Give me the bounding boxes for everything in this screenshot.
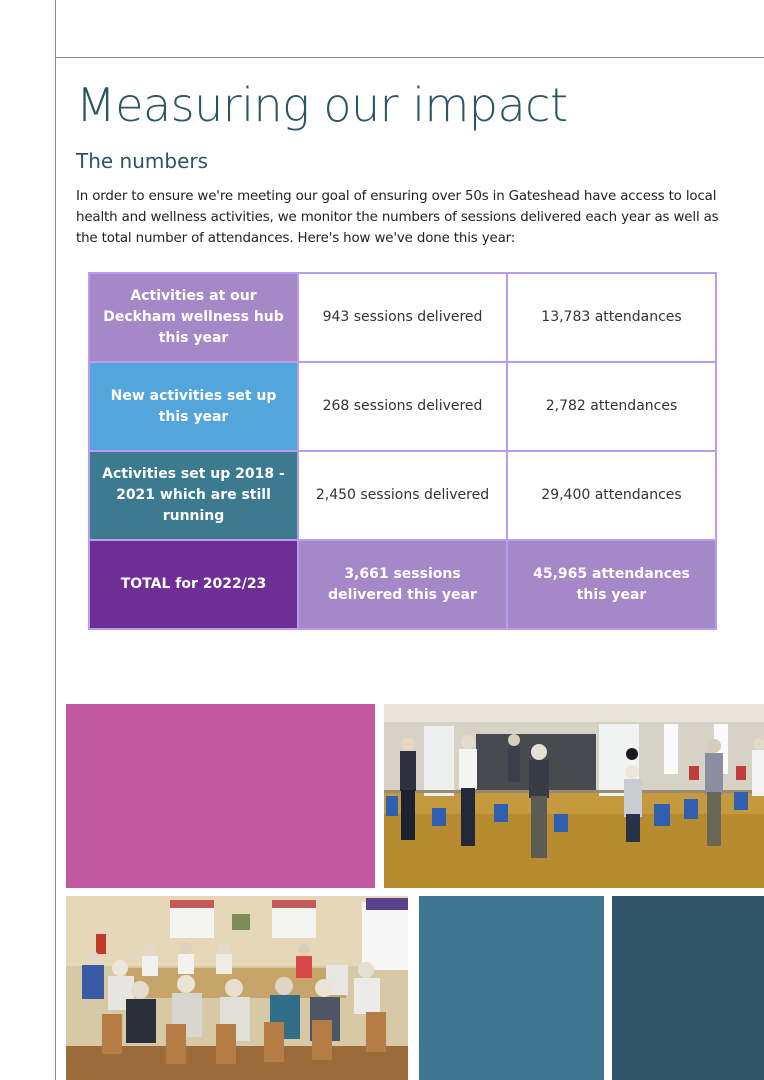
- impact-table: [88, 272, 717, 630]
- row-label-new: New activities set up this year: [89, 362, 298, 451]
- total-sessions-cell: 3,661 sessions delivered this year: [298, 540, 507, 629]
- teal-color-block: [419, 896, 604, 1080]
- table-row-total: [89, 540, 716, 629]
- total-attendances-cell: 45,965 attendances this year: [507, 540, 716, 629]
- group-tables-photo: [66, 896, 408, 1080]
- table-row: [89, 451, 716, 540]
- dark-teal-color-block: [612, 896, 764, 1080]
- sessions-cell: 268 sessions delivered: [298, 362, 507, 451]
- page-title: Measuring our impact: [76, 78, 568, 132]
- section-subtitle: The numbers: [76, 149, 209, 173]
- exercise-class-photo: [384, 704, 764, 888]
- magenta-color-block: [66, 704, 375, 888]
- margin-rule-vertical: [55, 0, 56, 1080]
- row-label-total: TOTAL for 2022/23: [89, 540, 298, 629]
- header-rule: [55, 57, 764, 58]
- attendances-cell: 2,782 attendances: [507, 362, 716, 451]
- intro-paragraph: In order to ensure we're meeting our goal of ensuring over 50s in Gateshead have access to local health and wellness activities, we monitor the numbers of sessions delivered each year as well as the total number of attendances. Here's how we've done this year:: [76, 189, 719, 246]
- sessions-cell: 2,450 sessions delivered: [298, 451, 507, 540]
- table-row: [89, 273, 716, 362]
- sessions-cell: 943 sessions delivered: [298, 273, 507, 362]
- attendances-cell: 13,783 attendances: [507, 273, 716, 362]
- table-row: [89, 362, 716, 451]
- row-label-ongoing: Activities set up 2018 - 2021 which are still running: [89, 451, 298, 540]
- row-label-hub: Activities at our Deckham wellness hub this year: [89, 273, 298, 362]
- attendances-cell: 29,400 attendances: [507, 451, 716, 540]
